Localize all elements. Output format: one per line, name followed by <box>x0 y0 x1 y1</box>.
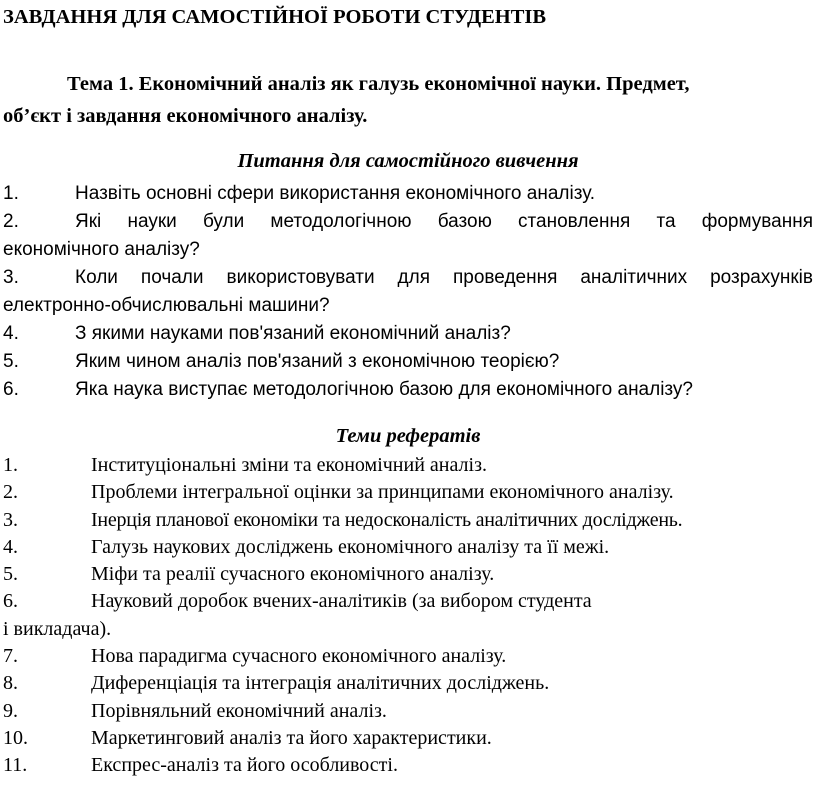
question-text: Яким чином аналіз пов'язаний з економічною теорією? <box>75 351 560 372</box>
question-number: 6. <box>3 379 19 400</box>
essay-text-continued: і викладача). <box>3 617 112 640</box>
essay-item <box>3 643 815 670</box>
essay-text: Порівняльний економічний аналіз. <box>91 699 387 722</box>
essay-text: Інституціональні зміни та економічний аналіз. <box>91 454 487 476</box>
essay-text: Диференціація та інтеграція аналітичних досліджень. <box>91 672 550 695</box>
essay-number: 7. <box>3 645 18 668</box>
question-item <box>3 376 813 404</box>
essay-item <box>3 725 815 752</box>
question-number: 4. <box>3 323 19 344</box>
topic-title-line-1: Тема 1. Економічний аналіз як галузь економічної науки. Предмет, <box>67 73 690 95</box>
essay-text: Нова парадигма сучасного економічного аналізу. <box>91 645 507 668</box>
essay-number: 3. <box>3 508 18 531</box>
essay-number: 9. <box>3 699 18 722</box>
essay-text: Галузь наукових досліджень економічного аналізу та її межі. <box>91 535 610 558</box>
essay-text: Інерція планової економіки та недосконаліcть аналітичних досліджень. <box>91 508 683 531</box>
question-item <box>3 180 813 208</box>
essay-text: Експрес-аналіз та його особливості. <box>91 754 398 777</box>
question-number: 3. <box>3 267 19 288</box>
topic-title-line-2: об’єкт і завдання економічного аналізу. <box>3 105 368 127</box>
essay-number: 8. <box>3 672 18 695</box>
question-item <box>3 348 813 376</box>
essay-item <box>3 588 815 643</box>
essay-item <box>3 452 815 479</box>
question-text: Назвіть основні сфери використання економічного аналізу. <box>75 183 596 204</box>
document-heading: ЗАВДАННЯ ДЛЯ САМОСТІЙНОЇ РОБОТИ СТУДЕНТІВ <box>3 6 547 28</box>
question-text: Коли почали використовувати для проведення аналітичних розрахунків <box>75 267 813 288</box>
essay-item <box>3 561 815 588</box>
essay-text: Міфи та реалії сучасного економічного аналізу. <box>91 563 495 586</box>
essay-item <box>3 534 815 561</box>
essay-item <box>3 479 815 506</box>
essay-number: 11. <box>3 754 28 777</box>
essay-number: 6. <box>3 590 18 613</box>
question-item <box>3 208 813 264</box>
question-text: Які науки були методологічною базою становлення та формування <box>75 211 813 232</box>
question-number: 1. <box>3 183 19 204</box>
essay-text: Маркетинговий аналіз та його характеристики. <box>91 726 492 749</box>
essay-text: Проблеми інтегральної оцінки за принципами економічного аналізу. <box>91 481 674 504</box>
essay-text: Науковий доробок вчених-аналітиків (за вибором студента <box>91 590 592 613</box>
essay-item <box>3 752 815 779</box>
essay-number: 1. <box>3 454 18 476</box>
essay-number: 5. <box>3 563 18 586</box>
essay-item <box>3 698 815 725</box>
question-number: 5. <box>3 351 19 372</box>
question-text-continued: економічного аналізу? <box>3 239 200 260</box>
essays-heading: Теми рефератів <box>335 425 481 447</box>
questions-heading: Питання для самостійного вивчення <box>237 150 579 172</box>
topic-title <box>3 68 793 132</box>
essay-number: 4. <box>3 535 18 558</box>
question-text-continued: електронно-обчислювальні машини? <box>3 295 330 316</box>
essay-item <box>3 670 815 697</box>
question-text: Яка наука виступає методологічною базою для економічного аналізу? <box>75 379 694 400</box>
essays-list <box>3 452 815 780</box>
question-item <box>3 264 813 320</box>
question-number: 2. <box>3 211 19 232</box>
questions-list <box>3 180 813 404</box>
essay-number: 10. <box>3 726 28 749</box>
question-item <box>3 320 813 348</box>
essay-item <box>3 507 815 534</box>
essay-number: 2. <box>3 481 18 504</box>
question-text: З якими науками пов'язаний економічний аналіз? <box>75 323 511 344</box>
